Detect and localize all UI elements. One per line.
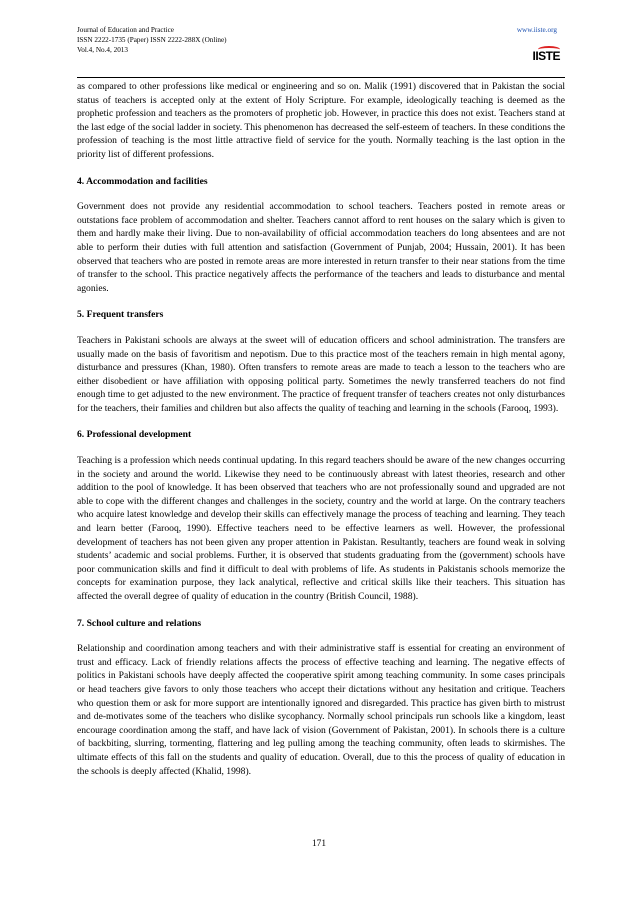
journal-issn: ISSN 2222-1735 (Paper) ISSN 2222-288X (Online): [77, 36, 227, 44]
paragraph-transfers: Teachers in Pakistani schools are always at the sweet will of education officers and school administration. The transfers are usually made on the basis of favoritism and nepotism. Due to this practice most of the teachers remain in high mental agony, disturbance and pressures (Khan, 1980). Often transfers to remote areas are made to teach a lesson to the teachers who are either disobedient or have affiliation with opposing political party. Sometimes the newly transferred teachers do not find enough time to get adjusted to the new environment. The practice of frequent transfer of teachers creates not only disturbances for the teachers, their families and children but also affects the quality of teaching and learning in the schools (Farooq, 1993).: [77, 334, 565, 414]
section-heading-professional-development: 6. Professional development: [77, 429, 192, 441]
logo-text: IISTE: [532, 49, 560, 63]
paragraph-professional-development: Teaching is a profession which needs continual updating. In this regard teachers should be aware of the new changes occurring in the society and around the world. Likewise they need to be continuously abreast with latest theories, research and other addition to the pool of knowledge. It has been observed that teachers who are not professionally sound and upgraded are not able to cope with the different changes and challenges in the society, country and the world at large. On the contrary teachers who acquire latest knowledge and develop their skills can effectively manage the process of teaching and learning. They teach and learn better (Farooq, 1990). Effective teachers need to be effective learners as well. However, the professional development of teachers has not been given any proper attention in Pakistan. Resultantly, teachers are found weak in solving students’ academic and social problems. Further, it is observed that students graduating from the (government) schools have poor communication skills and find it difficult to deal with problems of life. As students in Pakistanis schools memorize the concepts for examination purpose, they lack analytical, reflective and critical skills like their teachers. This situation has affected the overall degree of quality of education in the country (British Council, 1988).: [77, 455, 565, 602]
iiste-logo: [532, 35, 563, 63]
section-heading-school-culture: 7. School culture and relations: [77, 617, 202, 629]
paragraph-school-culture: Relationship and coordination among teachers and with their administrative staff is essential for creating an environment of trust and efficacy. Lack of friendly relations affects the process of effective teaching and learning. The negative effects of politics in Pakistani schools have deeply affected the cooperative spirit among teaching community. In some cases principals or head teachers give favors to only those teachers who accept their dictations without any hesitation and critique. Teachers who question them or ask for more support are intentionally ignored and disregarded. This practice has given birth to mistrust and de-motivates some of the teachers who dislike sycophancy. Normally school principals run schools like a kingdom, least encourage coordination among the staff, and have lack of vision (Government of Pakistan, 2001). In schools there is a culture of backbiting, slurring, tormenting, flattering and leg pulling among the teaching community, often leads to skirmishes. The ultimate effects of this fall on the students and quality of education. Overall, due to this the process of quality of education in the schools is deeply affected (Khalid, 1998).: [77, 643, 565, 777]
header-divider: [77, 77, 565, 78]
page-header: [77, 25, 565, 75]
journal-title: Journal of Education and Practice: [77, 26, 174, 34]
article-body: [77, 80, 565, 778]
journal-info: [77, 25, 227, 55]
paragraph-intro: as compared to other professions like medical or engineering and so on. Malik (1991) discovered that in Pakistan the social status of teachers is accepted only at the extent of Holy Scripture. For example, ideologically teaching is deemed as the prophetic profession and teachers as the promoters of prophetic job. However, in practice this does not exist. Teachers stand at the last edge of the social ladder in society. This phenomenon has decreased the self-esteem of teachers. In these conditions the profession of teaching is the most little attractive field of service for the youth. Normally teaching is the last option in the priority list of different professions.: [77, 81, 565, 160]
journal-url-link[interactable]: www.iiste.org: [516, 26, 557, 34]
section-heading-transfers: 5. Frequent transfers: [77, 309, 164, 321]
journal-volume: Vol.4, No.4, 2013: [77, 46, 128, 54]
section-heading-accommodation: 4. Accommodation and facilities: [77, 175, 208, 187]
paragraph-accommodation: Government does not provide any residential accommodation to school teachers. Teachers posted in remote areas or outstations face problem of accommodation and shelter. Teachers cannot afford to rent houses on the salary which is given to them and hardly make their living. Due to non-availability of official accommodation teachers do long absentees and are not able to perform their duties with full attention and satisfaction (Government of Punjab, 2004; Hussain, 2001). It has been observed that teachers who are posted in remote areas are more interested in return transfer to their near stations from the time of transfer to the school. This practice negatively affects the performance of the teachers and leads to disturbance and mental agonies.: [77, 201, 565, 294]
page-number: 171: [311, 839, 327, 849]
